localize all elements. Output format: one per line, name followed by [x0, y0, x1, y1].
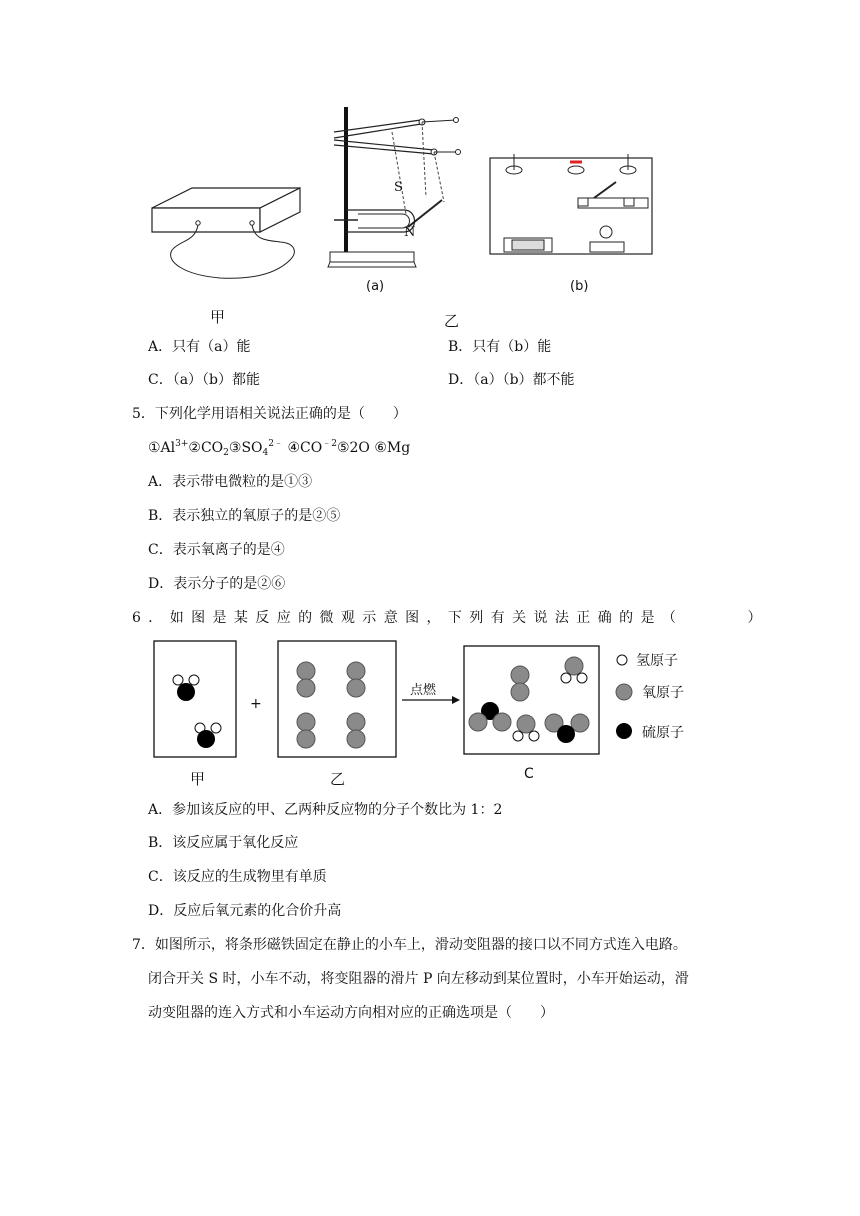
legend-hydrogen-swatch — [617, 655, 627, 665]
q7-stem-line-3: 动变阻器的连入方式和小车运动方向相对应的正确选项是（ ） — [148, 1005, 554, 1021]
plus-sign: + — [250, 696, 262, 712]
battery-box-drawing — [140, 180, 310, 290]
q5-item-3-sub: 4 — [262, 448, 269, 458]
q6-option-a[interactable]: A．参加该反应的甲、乙两种反应物的分子个数比为 1：2 — [148, 802, 503, 818]
q4-option-b[interactable]: B．只有（b）能 — [448, 339, 552, 355]
circuit-drawing — [486, 148, 656, 266]
q7-stem-line-2: 闭合开关 S 时，小车不动，将变阻器的滑片 P 向左移动到某位置时，小车开始运动，滑 — [148, 971, 689, 987]
box-label-c: C — [524, 766, 534, 782]
q6-option-c[interactable]: C．该反应的生成物里有单质 — [148, 869, 327, 885]
q5-item-2-sub: 2 — [223, 448, 229, 458]
q5-item-4-valence: ﹣2 — [322, 439, 337, 449]
q6-figure — [150, 638, 710, 788]
figure-jia-battery — [140, 180, 310, 290]
legend-oxygen-swatch — [616, 684, 632, 700]
figure-yi-label: 乙 — [444, 312, 460, 330]
figure-a-label: (a) — [366, 279, 385, 294]
q5-option-b[interactable]: B．表示独立的氧原子的是②⑤ — [148, 508, 341, 524]
q5-option-d[interactable]: D．表示分子的是②⑥ — [148, 576, 286, 592]
q6-stem: 6．如图是某反应的微观示意图，下列有关说法正确的是（ ） — [132, 610, 769, 626]
compass-1 — [506, 154, 522, 174]
reactant-box-yi — [278, 641, 396, 757]
figure-b-circuit — [486, 148, 656, 266]
q5-stem: 5．下列化学用语相关说法正确的是（ ） — [132, 406, 407, 422]
box-label-jia: 甲 — [190, 770, 206, 788]
q6-option-d[interactable]: D．反应后氧元素的化合价升高 — [148, 903, 342, 919]
legend — [616, 653, 684, 741]
q5-item-2: ②CO — [188, 440, 224, 456]
compass-2 — [568, 162, 584, 174]
q5-option-a[interactable]: A．表示带电微粒的是①③ — [148, 474, 313, 490]
compass-3 — [620, 154, 636, 174]
q4-option-a[interactable]: A．只有（a）能 — [148, 339, 251, 355]
reactant-box-jia — [154, 641, 236, 757]
figure-jia-label: 甲 — [210, 308, 226, 326]
box-label-yi: 乙 — [330, 770, 346, 788]
q5-item-1-charge: 3+ — [175, 439, 189, 449]
q5-item-3: ③SO — [228, 440, 263, 456]
legend-oxygen-label: 氧原子 — [642, 685, 684, 701]
q5-item-1: ①Al — [148, 440, 176, 456]
q4-option-c[interactable]: C．（a）（b）都能 — [148, 372, 261, 388]
legend-sulfur-swatch — [616, 723, 632, 739]
q5-items — [148, 439, 410, 457]
q5-item-3-charge: 2﹣ — [268, 439, 283, 449]
figure-b-label: (b) — [570, 279, 589, 294]
q5-item-5: ⑤2O — [336, 440, 370, 456]
q6-option-b[interactable]: B．该反应属于氧化反应 — [148, 835, 299, 851]
q5-item-6: ⑥Mg — [374, 440, 411, 456]
q7-stem-line-1: 7．如图所示，将条形磁铁固定在静止的小车上，滑动变阻器的接口以不同方式连入电路。 — [132, 937, 687, 953]
q5-option-c[interactable]: C．表示氧离子的是④ — [148, 542, 285, 558]
q4-option-d[interactable]: D．（a）（b）都不能 — [448, 372, 575, 388]
legend-sulfur-label: 硫原子 — [642, 725, 684, 741]
legend-hydrogen-label: 氢原子 — [636, 653, 678, 669]
reaction-diagram — [150, 638, 710, 788]
arrow-label: 点燃 — [410, 683, 437, 698]
magnet-n-label: N — [404, 225, 416, 240]
q5-item-4: ④CO — [287, 440, 323, 456]
magnet-s-label: S — [394, 180, 403, 195]
